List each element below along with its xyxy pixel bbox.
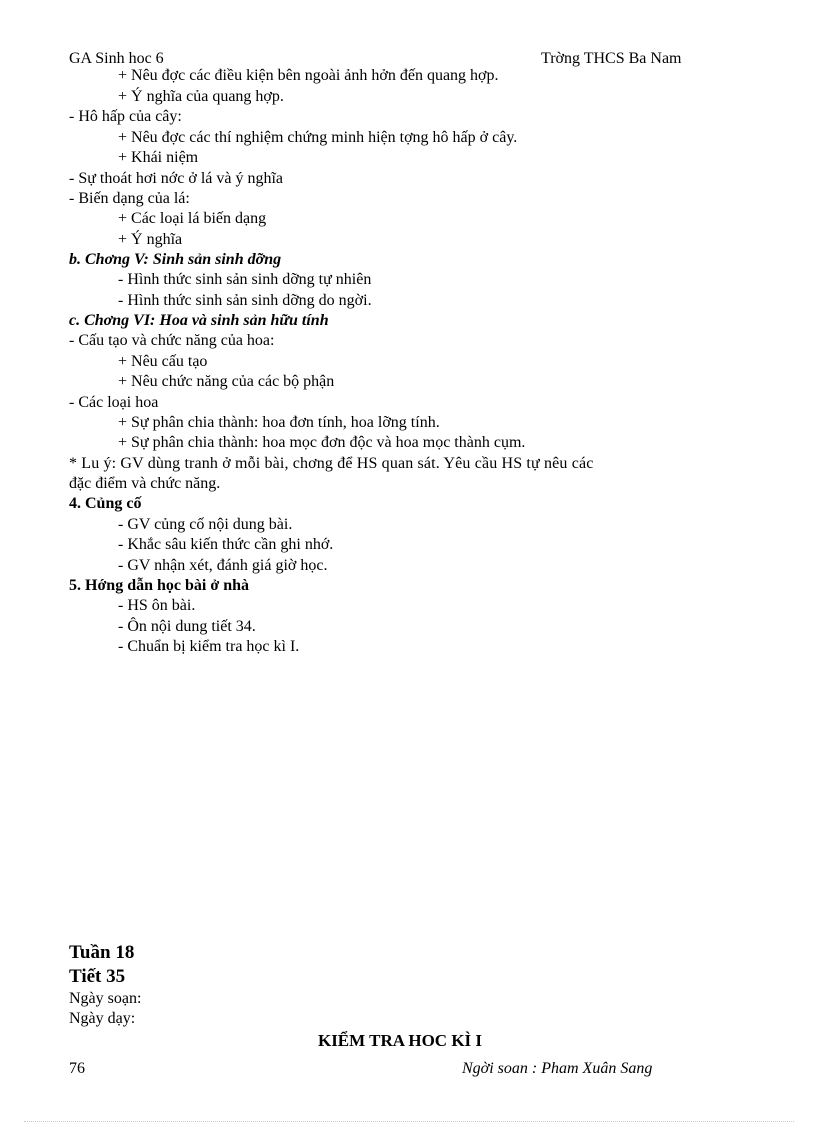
list-item: - Hô hấp của cây: (69, 108, 182, 125)
header-course: GA Sinh hoc 6 (69, 50, 164, 67)
list-item: - Khắc sâu kiến thức cần ghi nhớ. (118, 536, 334, 553)
header-school: Trờng THCS Ba Nam (541, 50, 682, 67)
list-item: - Sự thoát hơi nớc ở lá và ý nghĩa (69, 170, 284, 187)
list-item: + Khái niệm (118, 149, 199, 166)
list-item: + Sự phân chia thành: hoa mọc đơn độc và hoa mọc thành cụm. (118, 434, 526, 451)
teach-date-label: Ngày dạy: (69, 1010, 136, 1027)
list-item: - GV củng cố nội dung bài. (118, 516, 293, 533)
list-item: - Ôn nội dung tiết 34. (118, 618, 256, 635)
list-item: - Các loại hoa (69, 394, 159, 411)
list-item: - GV nhận xét, đánh giá giờ học. (118, 557, 328, 574)
list-item: + Các loại lá biến dạng (118, 210, 267, 227)
list-item: + Ý nghĩa của quang hợp. (118, 88, 284, 105)
list-item: + Nêu cấu tạo (118, 353, 208, 370)
note-text: * Lu ý: GV dùng tranh ở mỗi bài, chơng để HS quan sát. Yêu cầu HS tự nêu các (69, 455, 594, 472)
section-heading: 5. Hớng dẫn học bài ở nhà (69, 577, 249, 594)
list-item: - Hình thức sinh sản sinh dỡng do ngời. (118, 292, 372, 309)
author-credit: Ngời soan : Pham Xuân Sang (462, 1060, 653, 1077)
list-item: - Biến dạng của lá: (69, 190, 190, 207)
list-item: + Nêu đợc các điều kiện bên ngoài ảnh hởn đến quang hợp. (118, 67, 499, 84)
page-number: 76 (69, 1060, 85, 1077)
page-bottom-divider (24, 1121, 794, 1122)
list-item: + Ý nghĩa (118, 231, 183, 248)
week-label: Tuần 18 (69, 942, 135, 963)
prep-date-label: Ngày soạn: (69, 990, 142, 1007)
lesson-label: Tiết 35 (69, 966, 126, 987)
list-item: + Nêu chức năng của các bộ phận (118, 373, 335, 390)
page-title: KIỂM TRA HOC KÌ I (317, 1031, 483, 1050)
section-heading: 4. Củng cố (69, 495, 142, 512)
list-item: - Cấu tạo và chức năng của hoa: (69, 332, 275, 349)
note-text: đặc điểm và chức năng. (69, 475, 221, 492)
list-item: - Hình thức sinh sản sinh dỡng tự nhiên (118, 271, 372, 288)
list-item: + Nêu đợc các thí nghiệm chứng minh hiện tợng hô hấp ở cây. (118, 129, 518, 146)
section-heading: c. Chơng VI: Hoa và sinh sản hữu tính (69, 312, 329, 329)
section-heading: b. Chơng V: Sinh sản sinh dỡng (69, 251, 282, 268)
list-item: - Chuẩn bị kiểm tra học kì I. (118, 638, 300, 655)
list-item: - HS ôn bài. (118, 597, 196, 614)
list-item: + Sự phân chia thành: hoa đơn tính, hoa lỡng tính. (118, 414, 440, 431)
